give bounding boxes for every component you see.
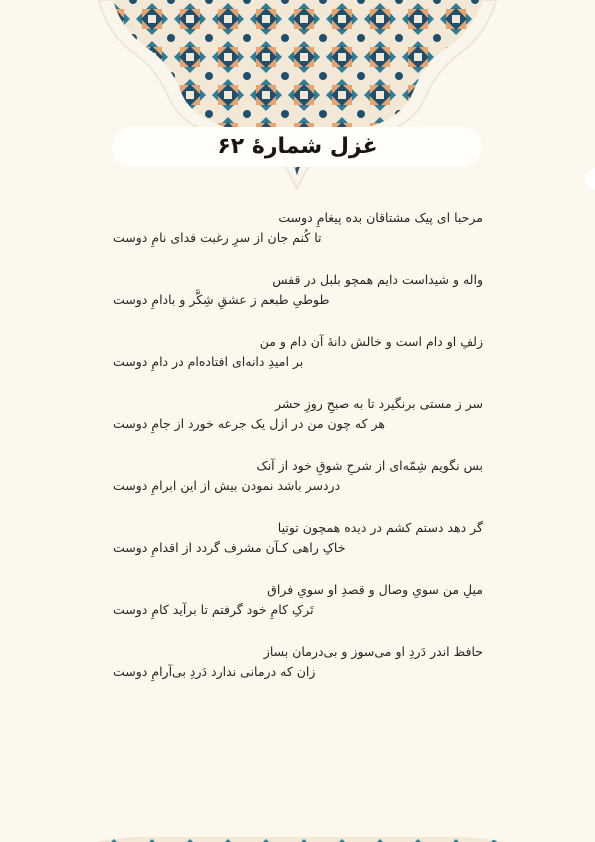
- hemistich-second: تا کُنم جان از سرِ رغبت فدای نامِ دوست: [113, 230, 322, 245]
- hemistich-first: گر دهد دستم کشم در دیده همچون توتیا: [277, 520, 483, 535]
- couplet-1: [113, 208, 483, 270]
- poem: [113, 208, 483, 704]
- hemistich-second: زان که درمانی ندارد دَردِ بی‌آرامِ دوست: [113, 664, 316, 679]
- page-title: غزل شمارهٔ ۶۲: [217, 134, 378, 159]
- hemistich-first: میلِ من سویِ وصال و قصدِ او سویِ فراق: [267, 582, 483, 597]
- hemistich-second: طوطیِ طبعم ز عشقِ شِکَّر و بادامِ دوست: [113, 292, 330, 307]
- couplet-7: [113, 580, 483, 642]
- footer-ornament: [95, 836, 505, 842]
- couplet-3: [113, 332, 483, 394]
- hemistich-first: حافظ اندر دَردِ او می‌سوز و بی‌درمان بساز: [263, 644, 483, 659]
- hemistich-second: هر که چون من در ازل یک جرعه خورد از جامِ دوست: [113, 416, 385, 431]
- couplet-6: [113, 518, 483, 580]
- hemistich-first: مرحبا ای پیک مشتاقان بده پیغامِ دوست: [278, 210, 483, 225]
- hemistich-second: دردسر باشد نمودن بیش از این ابرامِ دوست: [113, 478, 341, 493]
- couplet-4: [113, 394, 483, 456]
- hemistich-second: تَرکِ کامِ خود گرفتم تا برآید کامِ دوست: [113, 602, 314, 617]
- hemistich-first: زلفِ او دام است و خالش دانهٔ آن دام و من: [259, 334, 483, 349]
- hemistich-first: واله و شیداست دایم همچو بلبل در قفس: [272, 272, 483, 287]
- edge-tab: [583, 168, 595, 190]
- hemistich-first: بس نگویم شِمّه‌ای از شرحِ شوقِ خود از آنک: [256, 458, 483, 473]
- couplet-2: [113, 270, 483, 332]
- couplet-8: [113, 642, 483, 704]
- couplet-5: [113, 456, 483, 518]
- hemistich-second: بر امیدِ دانه‌ای افتاده‌ام در دامِ دوست: [113, 354, 304, 369]
- hemistich-second: خاکِ راهی کـآن مشرف گردد از اقدامِ دوست: [113, 540, 346, 555]
- hemistich-first: سر ز مستی برنگیرد تا به صبحِ روزِ حشر: [274, 396, 483, 411]
